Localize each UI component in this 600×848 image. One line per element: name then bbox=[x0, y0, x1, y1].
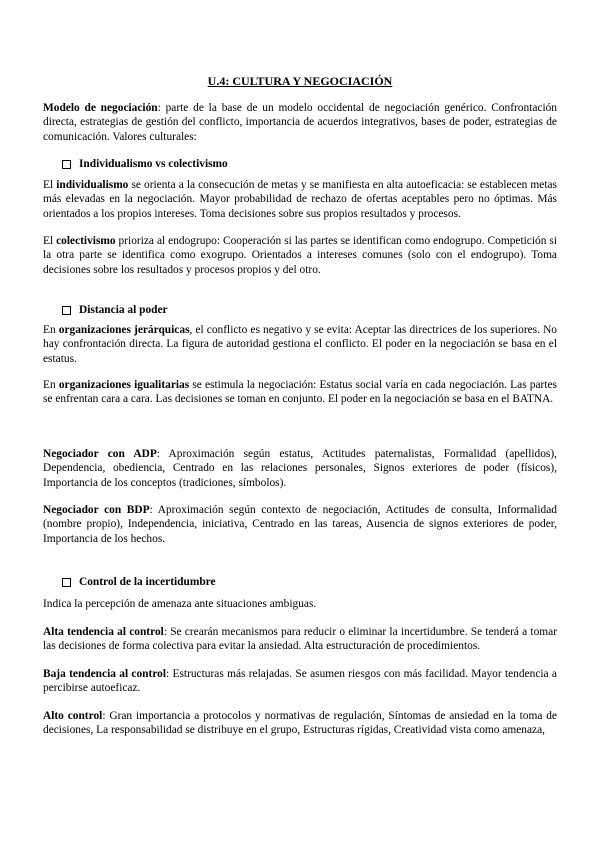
paragraph-uncertainty-intro: Indica la percepción de amenaza ante situaciones ambiguas. bbox=[43, 598, 317, 610]
paragraph-high-tendency bbox=[43, 625, 557, 654]
paragraph-prefix: El bbox=[43, 179, 57, 191]
paragraph-text: se estimula la negociación: Estatus social varía en cada negociación. Las partes se enfrentan cara a cara. Las decisiones se toman en conjunto. El poder en la negociación se basa en el BATNA. bbox=[43, 379, 557, 406]
section-heading-individualism bbox=[62, 157, 228, 171]
paragraph-text: : Aproximación según estatus, Actitudes paternalistas, Formalidad (apellidos), Dependencia, obediencia, Centrado en las relaciones personales, Signos exteriores de poder (físicos), Importancia de los conceptos (tradiciones, símbolos). bbox=[43, 448, 558, 489]
paragraph-prefix: El bbox=[43, 235, 57, 247]
intro-text: : parte de la base de un modelo occidental de negociación genérico. Confrontación directa, estrategias de gestión del conflicto, importancia de acuerdos integrativos, bases de poder, estrategias de comunicación. Valores culturales: bbox=[43, 102, 557, 143]
paragraph-text: se orienta a la consecución de metas y se manifiesta en alta autoeficacia: se establecen metas más elevadas en la negociación. Mayor probabilidad de rechazo de ofertas aceptables pero no óptimas. Más orientados a los propios intereses. Toma decisiones sobre sus propios resultados y procesos. bbox=[43, 179, 557, 220]
section-heading-power-distance bbox=[62, 303, 168, 317]
paragraph-collectivism bbox=[43, 234, 557, 277]
intro-paragraph bbox=[43, 101, 557, 144]
page-title: U.4: CULTURA Y NEGOCIACIÓN bbox=[207, 74, 393, 88]
checkbox-icon bbox=[62, 306, 71, 315]
section-heading-label: Distancia al poder bbox=[79, 304, 168, 316]
term-hierarchical: organizaciones jerárquicas bbox=[58, 324, 190, 336]
term-adp: Negociador con ADP bbox=[43, 448, 157, 460]
paragraph-egalitarian bbox=[43, 378, 557, 407]
paragraph-high-control bbox=[43, 709, 557, 738]
paragraph-text: prioriza al endogrupo: Cooperación si las partes se identifican como endogrupo. Competición si la otra parte se identifica como exogrupo. Orientados a intereses comunes (solo con el endogrupo). Toma decisiones sobre los resultados y procesos propios y del otro. bbox=[43, 235, 557, 276]
paragraph-adp bbox=[43, 447, 557, 490]
term-egalitarian: organizaciones igualitarias bbox=[58, 379, 190, 391]
term-high-tendency: Alta tendencia al control bbox=[43, 626, 164, 638]
term-collectivism: colectivismo bbox=[56, 235, 116, 247]
term-bdp: Negociador con BDP bbox=[43, 504, 150, 516]
section-heading-label: Individualismo vs colectivismo bbox=[79, 158, 228, 170]
section-heading-uncertainty bbox=[62, 575, 216, 589]
paragraph-prefix: En bbox=[43, 379, 59, 391]
paragraph-hierarchical bbox=[43, 323, 557, 366]
term-low-tendency: Baja tendencia al control bbox=[43, 668, 167, 680]
term-high-control: Alto control bbox=[43, 710, 103, 722]
paragraph-text: : Gran importancia a protocolos y normativas de regulación, Síntomas de ansiedad en la toma de decisiones, La responsabilidad se distribuye en el grupo, Estructuras rígidas, Creatividad vista como amenaza, bbox=[43, 710, 557, 737]
checkbox-icon bbox=[62, 160, 71, 169]
paragraph-text: : Estructuras más relajadas. Se asumen riesgos con más facilidad. Mayor tendencia a percibirse autoeficaz. bbox=[43, 668, 557, 695]
intro-label: Modelo de negociación bbox=[43, 102, 158, 114]
paragraph-individualism bbox=[43, 178, 557, 221]
paragraph-text: , el conflicto es negativo y se evita: Aceptar las directrices de los superiores. No hay confrontación directa. La figura de autoridad gestiona el conflicto. El poder en la negociación se basa en el estatus. bbox=[43, 324, 557, 365]
paragraph-low-tendency bbox=[43, 667, 557, 696]
section-heading-label: Control de la incertidumbre bbox=[79, 576, 216, 588]
term-individualism: individualismo bbox=[56, 179, 129, 191]
checkbox-icon bbox=[62, 578, 71, 587]
paragraph-text: : Aproximación según contexto de negociación, Actitudes de consulta, Informalidad (nombre propio), Independencia, iniciativa, Centrado en las tareas, Ausencia de signos exteriores de poder, Importancia de los hechos. bbox=[43, 504, 558, 545]
paragraph-text: : Se crearán mecanismos para reducir o eliminar la incertidumbre. Se tenderá a tomar las decisiones de forma colectiva para evitar la ansiedad. Alta estructuración de procedimientos. bbox=[43, 626, 557, 653]
paragraph-prefix: En bbox=[43, 324, 59, 336]
paragraph-bdp bbox=[43, 503, 557, 546]
